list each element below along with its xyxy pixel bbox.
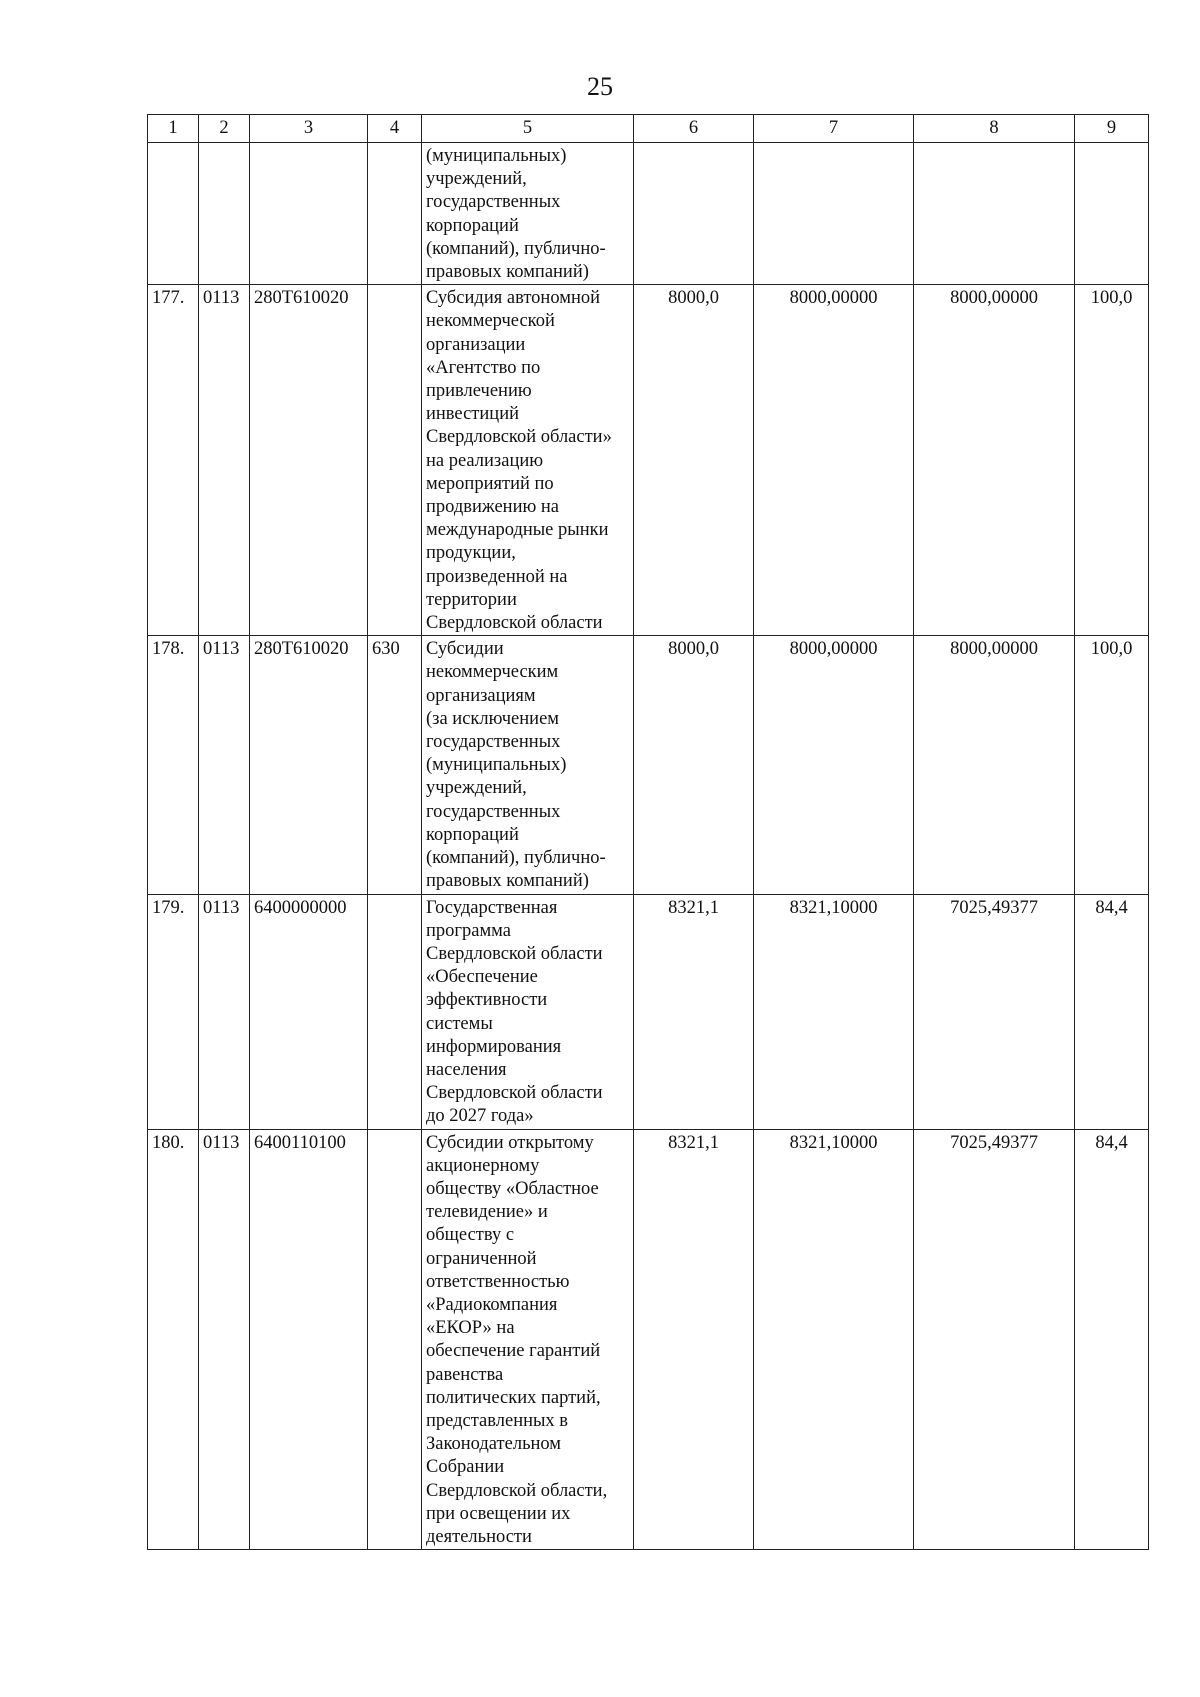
item-name-line: «Агентство по: [426, 357, 541, 378]
header-row: [148, 115, 1149, 143]
item-name-line: эффективности: [426, 990, 548, 1011]
item-name-line: Свердловской области,: [426, 1480, 608, 1501]
budget-table: [147, 114, 1149, 1550]
expense-type-cell: 630: [368, 636, 422, 894]
approved-amount-cell: [634, 143, 754, 285]
approved-amount-cell: 8000,0: [634, 285, 754, 636]
expense-type-cell: [368, 1129, 422, 1550]
item-name-line: привлечению: [426, 381, 532, 402]
item-name-line: государственных: [426, 192, 561, 213]
item-name-line: представленных в: [426, 1410, 569, 1431]
item-name-line: системы: [426, 1013, 493, 1034]
item-name-line: (за исключением: [426, 708, 559, 729]
item-name-line: некоммерческой: [426, 311, 555, 332]
item-name-line: произведенной на: [426, 566, 568, 587]
item-name-line: (муниципальных): [426, 146, 567, 166]
executed-amount-cell: 7025,49377: [914, 1129, 1075, 1550]
item-name-line: организации: [426, 334, 526, 355]
item-name-line: (муниципальных): [426, 755, 567, 776]
item-name-line: телевидение» и: [426, 1202, 548, 1223]
executed-amount-cell: 7025,49377: [914, 894, 1075, 1129]
header-cell: 2: [199, 115, 250, 143]
target-article-cell: 6400110100: [250, 1129, 368, 1550]
item-name-cell: [422, 285, 634, 636]
section-code-cell: 0113: [199, 894, 250, 1129]
item-name-cell: [422, 1129, 634, 1550]
expense-type-cell: [368, 285, 422, 636]
executed-amount-cell: 8000,00000: [914, 636, 1075, 894]
item-name-line: Субсидии открытому: [426, 1132, 594, 1153]
planned-amount-cell: 8000,00000: [754, 636, 914, 894]
item-name-line: обществу «Областное: [426, 1178, 599, 1199]
item-name-line: (компаний), публично-: [426, 238, 606, 259]
header-cell: 4: [368, 115, 422, 143]
item-name-line: до 2027 года»: [426, 1106, 534, 1127]
table-body: [148, 143, 1149, 1550]
item-name-line: корпораций: [426, 824, 519, 845]
table-row: [148, 894, 1149, 1129]
approved-amount-cell: 8321,1: [634, 894, 754, 1129]
item-name-line: «Радиокомпания: [426, 1294, 558, 1315]
item-name-line: программа: [426, 920, 511, 941]
page-number: 25: [587, 72, 613, 101]
row-number-cell: 178.: [148, 636, 199, 894]
execution-percent-cell: 100,0: [1075, 636, 1149, 894]
header-cell: 8: [914, 115, 1075, 143]
header-cell: 1: [148, 115, 199, 143]
header-cell: 9: [1075, 115, 1149, 143]
item-name-cell: [422, 636, 634, 894]
table-row: [148, 285, 1149, 636]
table-row: [148, 636, 1149, 894]
target-article-cell: [250, 143, 368, 285]
item-name-line: Свердловской области: [426, 1083, 603, 1104]
item-name-line: деятельности: [426, 1526, 532, 1547]
expense-type-cell: [368, 143, 422, 285]
item-name-line: учреждений,: [426, 778, 527, 799]
row-number-cell: 180.: [148, 1129, 199, 1550]
item-name-line: некоммерческим: [426, 662, 559, 683]
item-name-line: (компаний), публично-: [426, 848, 606, 869]
item-name-line: «ЕКОР» на: [426, 1318, 515, 1339]
item-name-line: продвижению на: [426, 497, 560, 518]
item-name-line: акционерному: [426, 1155, 540, 1176]
execution-percent-cell: 100,0: [1075, 285, 1149, 636]
item-name-cell: [422, 894, 634, 1129]
row-number-cell: 177.: [148, 285, 199, 636]
section-code-cell: 0113: [199, 1129, 250, 1550]
item-name-line: организациям: [426, 685, 536, 706]
item-name-line: населения: [426, 1059, 507, 1080]
item-name-line: «Обеспечение: [426, 967, 538, 988]
item-name-line: при освещении их: [426, 1503, 571, 1524]
section-code-cell: [199, 143, 250, 285]
item-name-line: корпораций: [426, 215, 519, 236]
table-row: [148, 143, 1149, 285]
header-cell: 5: [422, 115, 634, 143]
item-name-line: Свердловской области: [426, 943, 603, 964]
item-name-line: государственных: [426, 732, 561, 753]
item-name-line: государственных: [426, 801, 561, 822]
item-name-line: Свердловской области: [426, 613, 603, 634]
execution-percent-cell: 84,4: [1075, 894, 1149, 1129]
item-name-line: Государственная: [426, 897, 558, 918]
item-name-line: на реализацию: [426, 450, 544, 471]
item-name-cell: [422, 143, 634, 285]
item-name-line: Субсидия автономной: [426, 288, 600, 309]
planned-amount-cell: [754, 143, 914, 285]
header-cell: 7: [754, 115, 914, 143]
target-article-cell: 280Т610020: [250, 285, 368, 636]
item-name-line: правовых компаний): [426, 871, 589, 892]
planned-amount-cell: 8000,00000: [754, 285, 914, 636]
item-name-line: обществу с: [426, 1225, 515, 1246]
item-name-line: политических партий,: [426, 1387, 601, 1408]
planned-amount-cell: 8321,10000: [754, 894, 914, 1129]
approved-amount-cell: 8321,1: [634, 1129, 754, 1550]
item-name-line: Законодательном: [426, 1434, 562, 1455]
target-article-cell: 280Т610020: [250, 636, 368, 894]
item-name-line: Собрании: [426, 1457, 505, 1478]
item-name-line: информирования: [426, 1036, 562, 1057]
row-number-cell: [148, 143, 199, 285]
section-code-cell: 0113: [199, 285, 250, 636]
table-row: [148, 1129, 1149, 1550]
row-number-cell: 179.: [148, 894, 199, 1129]
item-name-line: мероприятий по: [426, 473, 554, 494]
item-name-line: равенства: [426, 1364, 504, 1385]
item-name-line: ответственностью: [426, 1271, 570, 1292]
item-name-line: продукции,: [426, 543, 516, 564]
planned-amount-cell: 8321,10000: [754, 1129, 914, 1550]
header-cell: 3: [250, 115, 368, 143]
item-name-line: учреждений,: [426, 169, 527, 190]
item-name-line: международные рынки: [426, 520, 609, 541]
expense-type-cell: [368, 894, 422, 1129]
section-code-cell: 0113: [199, 636, 250, 894]
header-cell: 6: [634, 115, 754, 143]
item-name-line: Субсидии: [426, 639, 504, 660]
executed-amount-cell: 8000,00000: [914, 285, 1075, 636]
item-name-line: территории: [426, 589, 517, 610]
item-name-line: обеспечение гарантий: [426, 1341, 601, 1362]
item-name-line: правовых компаний): [426, 262, 589, 283]
item-name-line: ограниченной: [426, 1248, 537, 1269]
item-name-line: инвестиций: [426, 404, 519, 425]
target-article-cell: 6400000000: [250, 894, 368, 1129]
execution-percent-cell: 84,4: [1075, 1129, 1149, 1550]
approved-amount-cell: 8000,0: [634, 636, 754, 894]
item-name-line: Свердловской области»: [426, 427, 612, 448]
execution-percent-cell: [1075, 143, 1149, 285]
executed-amount-cell: [914, 143, 1075, 285]
